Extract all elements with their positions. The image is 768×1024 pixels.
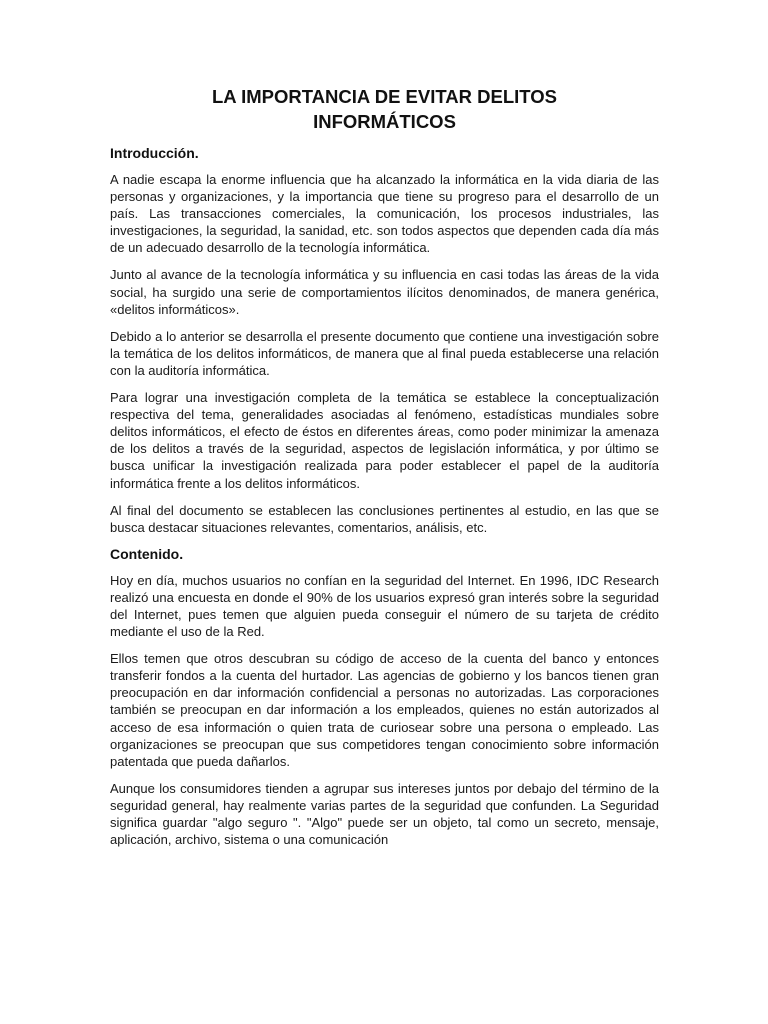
paragraph: Al final del documento se establecen las conclusiones pertinentes al estudio, en las que se busca destacar situaciones relevantes, comentarios, análisis, etc. bbox=[110, 502, 659, 535]
document-page bbox=[110, 84, 659, 858]
paragraph: Hoy en día, muchos usuarios no confían en la seguridad del Internet. En 1996, IDC Research realizó una encuesta en donde el 90% de los usuarios expresó gran interés sobre la seguridad del Internet, pues temen que alguien pueda conseguir el número de su tarjeta de crédito mediante el uso de la Red. bbox=[110, 572, 659, 640]
title-line-2: INFORMÁTICOS bbox=[313, 111, 456, 132]
paragraph: Debido a lo anterior se desarrolla el presente documento que contiene una investigación sobre la temática de los delitos informáticos, de manera que al final pueda establecerse una relación con la auditoría informática. bbox=[110, 328, 659, 378]
paragraph: Junto al avance de la tecnología informática y su influencia en casi todas las áreas de la vida social, ha surgido una serie de comportamientos ilícitos denominados, de manera genérica, «delitos informáticos». bbox=[110, 267, 659, 317]
paragraph: A nadie escapa la enorme influencia que ha alcanzado la informática en la vida diaria de las personas y organizaciones, y la importancia que tiene su progreso para el desarrollo de un país. Las transacciones comerciales, la comunicación, los procesos industriales, las investigaciones, la seguridad, la sanidad, etc. son todos aspectos que dependen cada día más de un adecuado desarrollo de la tecnología informática. bbox=[110, 172, 659, 256]
document-title bbox=[110, 84, 659, 134]
paragraph: Para lograr una investigación completa de la temática se establece la conceptualización respectiva del tema, generalidades asociadas al fenómeno, estadísticas mundiales sobre delitos informáticos, el efecto de éstos en diferentes áreas, como poder minimizar la amenaza de los delitos a través de la seguridad, aspectos de legislación informática, y por último se busca unificar la investigación realizada para poder establecer el papel de la auditoría informática frente a los delitos informáticos. bbox=[110, 390, 659, 491]
section-heading-contenido: Contenido. bbox=[110, 545, 184, 562]
paragraph: Ellos temen que otros descubran su código de acceso de la cuenta del banco y entonces transferir fondos a la cuenta del hurtador. Las agencias de gobierno y los bancos tienen gran preocupación en dar información confidencial a personas no autorizadas. Las corporaciones también se preocupan en dar información a los empleados, quienes no están autorizados al acceso de esa información o quien trata de curiosear sobre una persona o empleado. Las organizaciones se preocupan que sus competidores tengan conocimiento sobre información patentada que pueda dañarlos. bbox=[110, 651, 659, 769]
paragraph: Aunque los consumidores tienden a agrupar sus intereses juntos por debajo del término de la seguridad general, hay realmente varias partes de la seguridad que confunden. La Seguridad significa guardar "algo seguro ". "Algo" puede ser un objeto, tal como un secreto, mensaje, aplicación, archivo, sistema o una comunicación bbox=[110, 780, 659, 848]
title-line-1: LA IMPORTANCIA DE EVITAR DELITOS bbox=[212, 86, 557, 107]
section-heading-introduccion: Introducción. bbox=[110, 145, 199, 161]
